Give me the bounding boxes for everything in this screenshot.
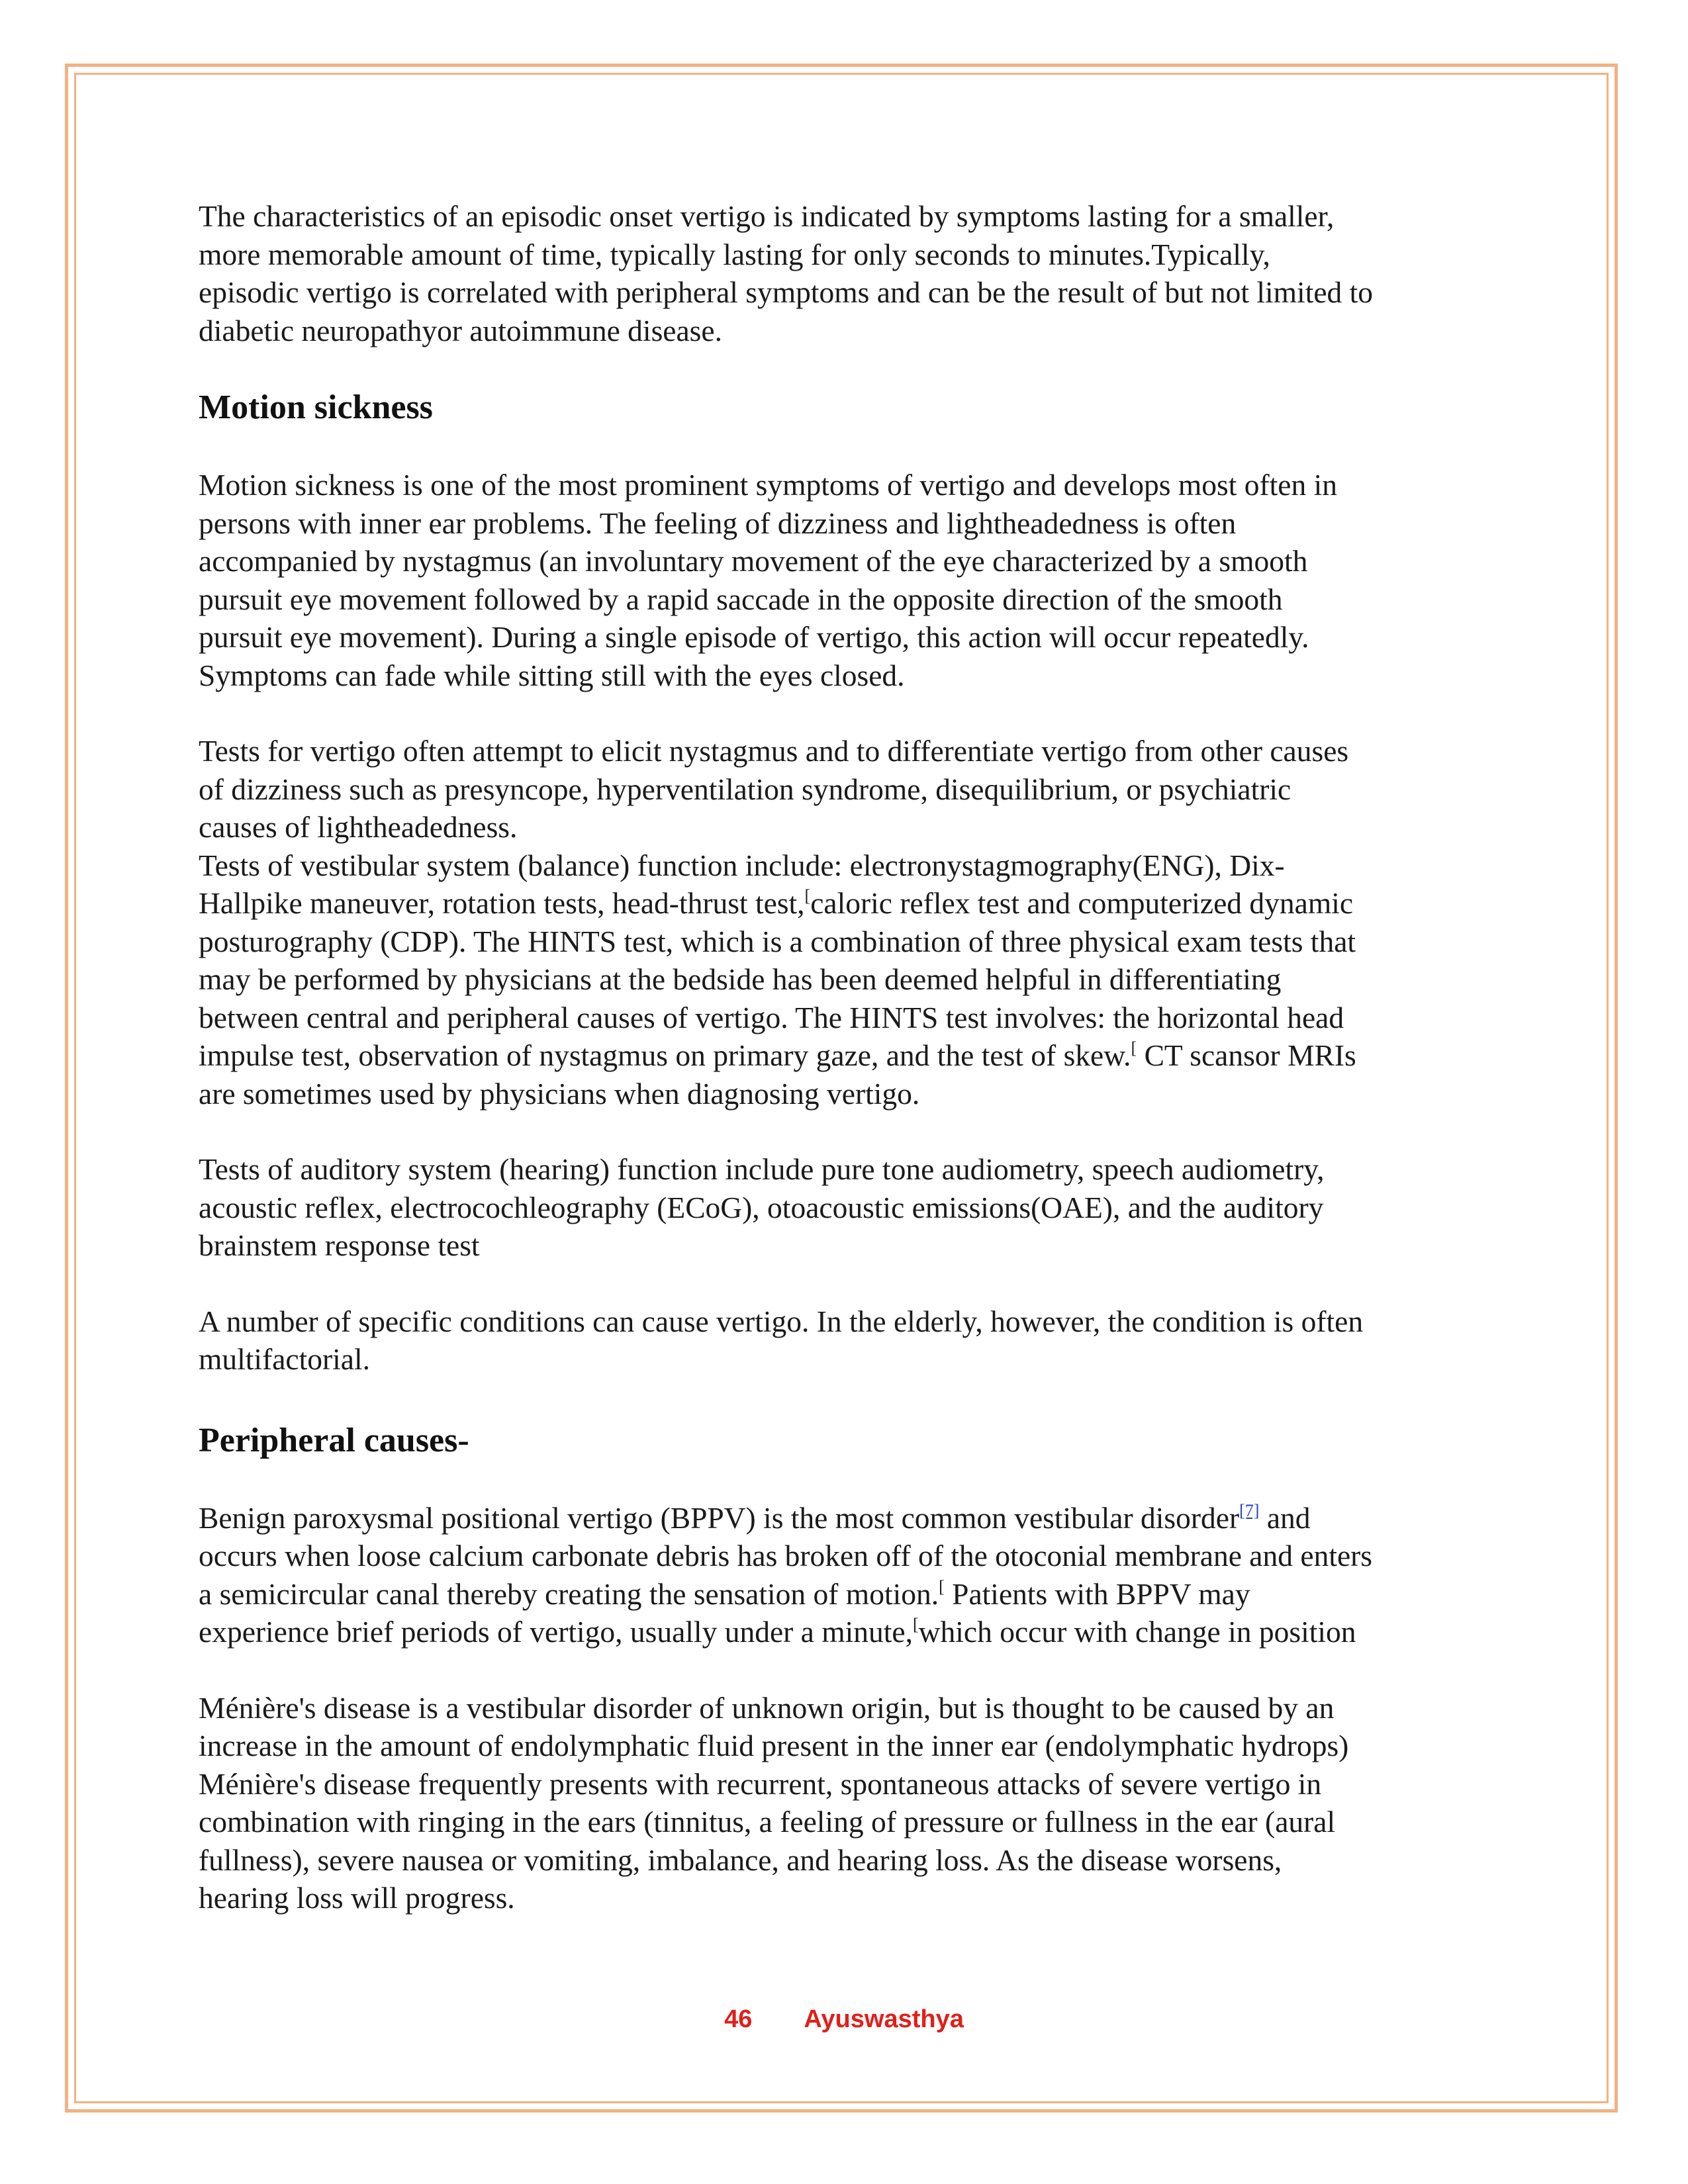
page-footer (0, 2005, 1688, 2034)
bppv-text-part-4: which occur with change in position (918, 1615, 1356, 1649)
page-body (199, 197, 1496, 1917)
bppv-text-part-3: Patients with BPPV may experience brief periods of vertigo, usually under a minute, (199, 1576, 1250, 1649)
heading-peripheral-causes: Peripheral causes- (199, 1421, 469, 1459)
paragraph-specific-conditions: A number of specific conditions can cause vertigo. In the elderly, however, the condition is often multifactorial. (199, 1304, 1364, 1376)
citation-mark: [ (939, 1576, 945, 1596)
vestibular-text-part-2: caloric reflex test and computerized dynamic posturography (CDP). The HINTS test, which is a combination of three physical exam tests that may be performed by physicians at the bedside has been deemed helpful in differentiating between central and peripheral causes of vertigo. The HINTS test involves: the horizontal head impulse test, observation of nystagmus on primary gaze, and the test of skew. (199, 886, 1356, 1072)
heading-motion-sickness: Motion sickness (199, 388, 433, 426)
reference-7-link[interactable]: [7] (1239, 1500, 1260, 1520)
citation-mark: [ (804, 886, 811, 905)
paragraph-vertigo-tests: Tests for vertigo often attempt to elicit nystagmus and to differentiate vertigo from other causes of dizziness such as presyncope, hyperventilation syndrome, disequilibrium, or psychiatric causes of lightheadedness. (199, 734, 1349, 844)
citation-mark: [ (912, 1615, 919, 1634)
bppv-text-part-2: and occurs when loose calcium carbonate debris has broken off of the otoconial membrane and enters a semicircular canal thereby creating the sensation of motion. (199, 1500, 1373, 1611)
paragraph-vestibular-tests (199, 846, 1496, 1113)
reference-7-superscript[interactable] (1239, 1501, 1259, 1520)
vestibular-text-part-1: Tests of vestibular system (balance) function include: electronystagmography(ENG), Dix- Hallpike maneuver, rotation tests, head-thrust test, (199, 848, 1285, 920)
paragraph-bppv (199, 1499, 1496, 1651)
paragraph-episodic-vertigo: The characteristics of an episodic onset vertigo is indicated by symptoms lasting for a smaller, more memorable amount of time, typically lasting for only seconds to minutes.Typically, episodic vertigo is correlated with peripheral symptoms and can be the result of but not limited to diabetic neuropathyor autoimmune disease. (199, 199, 1374, 347)
paragraph-auditory-tests: Tests of auditory system (hearing) function include pure tone audiometry, speech audiometry, acoustic reflex, electrocochleography (ECoG), otoacoustic emissions(OAE), and the auditory brainstem response test (199, 1152, 1325, 1262)
paragraph-motion-sickness: Motion sickness is one of the most prominent symptoms of vertigo and develops most often in persons with inner ear problems. The feeling of dizziness and lightheadedness is often accompanied by nystagmus (an involuntary movement of the eye characterized by a smooth pursuit eye movement followed by a rapid saccade in the opposite direction of the smooth pursuit eye movement). During a single episode of vertigo, this action will occur repeatedly. Symptoms can fade while sitting still with the eyes closed. (199, 468, 1337, 692)
citation-mark: [ (1131, 1038, 1137, 1058)
bppv-text-part-1: Benign paroxysmal positional vertigo (BPPV) is the most common vestibular disorder (199, 1500, 1240, 1535)
page-number: 46 (724, 2005, 753, 2033)
paragraph-menieres-disease: Ménière's disease is a vestibular disorder of unknown origin, but is thought to be caused by an increase in the amount of endolymphatic fluid present in the inner ear (endolymphatic hydrops) Ménière's disease frequently presents with recurrent, spontaneous attacks of severe vertigo in combination with ringing in the ears (tinnitus, a feeling of pressure or fullness in the ear (aural fullness), severe nausea or vomiting, imbalance, and hearing loss. As the disease worsens, hearing loss will progress. (199, 1690, 1349, 1915)
vestibular-text-part-3: CT scansor MRIs are sometimes used by physicians when diagnosing vertigo. (199, 1038, 1356, 1111)
publication-name: Ayuswasthya (804, 2005, 964, 2033)
